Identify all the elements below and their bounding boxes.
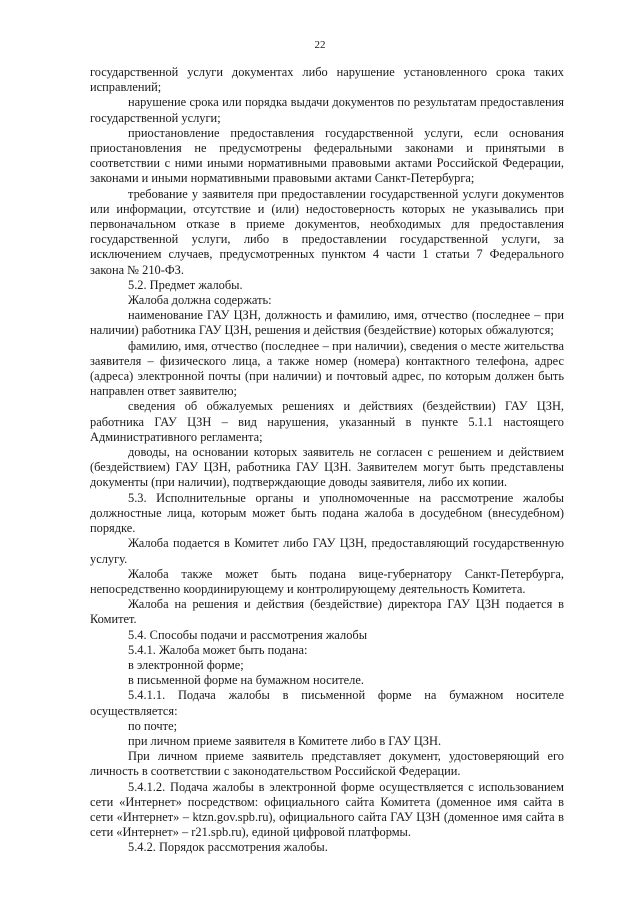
list-item: в письменной форме на бумажном носителе. bbox=[128, 673, 364, 688]
paragraph: Жалоба также может быть подана вице-губернатору Санкт-Петербурга, непосредственно координирующему и контролирующему деятельность Комитета. bbox=[90, 566, 564, 596]
paragraph: 5.4.1.1. Подача жалобы в письменной форме на бумажном носителе осуществляется: bbox=[90, 688, 564, 718]
page-number: 22 bbox=[314, 39, 326, 51]
list-item: по почте; bbox=[128, 718, 178, 733]
section-heading: 5.4.2. Порядок рассмотрения жалобы. bbox=[128, 840, 328, 855]
paragraph: Жалоба должна содержать: bbox=[128, 293, 272, 308]
section-heading: 5.2. Предмет жалобы. bbox=[128, 277, 243, 292]
list-item: фамилию, имя, отчество (последнее – при наличии), сведения о месте жительства заявителя – физического лица, а также номер (номера) контактного телефона, адрес (адреса) электронной почты (при наличии) и почтовый адрес, по которым должен быть направлен ответ заявителю; bbox=[90, 338, 564, 399]
paragraph: При личном приеме заявитель представляет документ, удостоверяющий его личность в соответствии с законодательством Российской Федерации. bbox=[90, 749, 564, 779]
list-item: доводы, на основании которых заявитель не согласен с решением и действием (бездействием) ГАУ ЦЗН, работника ГАУ ЦЗН. Заявителем могут быть представлены документы (при наличии), подтверждающие доводы заявителя, либо их копии. bbox=[90, 445, 564, 490]
paragraph: Жалоба на решения и действия (бездействие) директора ГАУ ЦЗН подается в Комитет. bbox=[90, 597, 564, 627]
document-body bbox=[90, 65, 564, 856]
paragraph: нарушение срока или порядка выдачи документов по результатам предоставления государственной услуги; bbox=[90, 95, 564, 125]
list-item: в электронной форме; bbox=[128, 657, 244, 672]
section-heading: 5.4. Способы подачи и рассмотрения жалобы bbox=[128, 627, 368, 642]
section-heading: 5.3. Исполнительные органы и уполномоченные на рассмотрение жалобы должностные лица, которым может быть подана жалоба в досудебном (внесудебном) порядке. bbox=[90, 490, 564, 536]
paragraph: 5.4.1.2. Подача жалобы в электронной форме осуществляется с использованием сети «Интернет» посредством: официального сайта Комитета (доменное имя сайта в сети «Интернет» – ktzn.gov.spb.ru), официального сайта ГАУ ЦЗН (доменное имя сайта в сети «Интернет» – r21.spb.ru), единой цифровой платформы. bbox=[90, 779, 564, 840]
paragraph: Жалоба подается в Комитет либо ГАУ ЦЗН, предоставляющий государственную услугу. bbox=[90, 536, 564, 566]
list-item: при личном приеме заявителя в Комитете либо в ГАУ ЦЗН. bbox=[128, 733, 442, 748]
paragraph: государственной услуги документах либо нарушение установленного срока таких исправлений; bbox=[90, 65, 564, 95]
paragraph: требование у заявителя при предоставлении государственной услуги документов или информации, отсутствие и (или) недостоверность которых не указывались при первоначальном отказе в приеме документов, необходимых для предоставления государственной услуги, либо в предоставлении государственной услуги, за исключением случаев, предусмотренных пунктом 4 части 1 статьи 7 Федерального закона № 210-ФЗ. bbox=[90, 186, 564, 277]
list-item: наименование ГАУ ЦЗН, должность и фамилию, имя, отчество (последнее – при наличии) работника ГАУ ЦЗН, решения и действия (бездействие) которых обжалуются; bbox=[90, 308, 564, 338]
paragraph: приостановление предоставления государственной услуги, если основания приостановления не предусмотрены федеральными законами и принятыми в соответствии с ними иными нормативными правовыми актами Российской Федерации, законами и иными нормативными правовыми актами Санкт-Петербурга; bbox=[90, 125, 564, 186]
list-item: сведения об обжалуемых решениях и действиях (бездействии) ГАУ ЦЗН, работника ГАУ ЦЗН – вид нарушения, указанный в пункте 5.1.1 настоящего Административного регламента; bbox=[90, 399, 564, 444]
paragraph: 5.4.1. Жалоба может быть подана: bbox=[128, 642, 308, 657]
